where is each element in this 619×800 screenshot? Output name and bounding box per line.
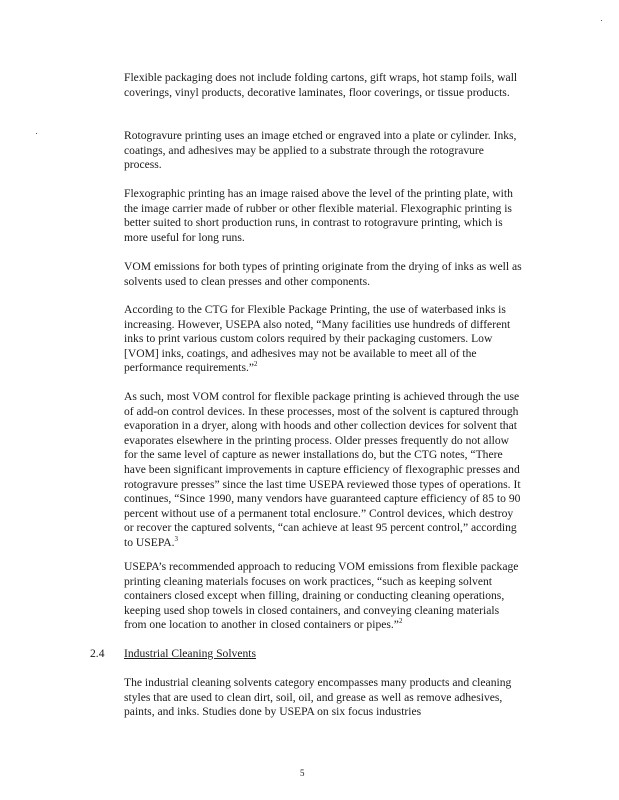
paragraph-rotogravure: Rotogravure printing uses an image etched or engraved into a plate or cylinder. Inks, coatings, and adhesives may be applied to a substrate through the rotogravure process.	[124, 129, 517, 172]
paragraph-flexible-packaging: Flexible packaging does not include folding cartons, gift wraps, hot stamp foils, wall coverings, vinyl products, decorative laminates, floor coverings, or tissue products.	[124, 71, 518, 99]
paragraph-ctg	[124, 303, 524, 376]
page-number: 5	[300, 768, 305, 778]
paragraph-industrial-cleaning: The industrial cleaning solvents category encompasses many products and cleaning styles that are used to clean dirt, soil, oil, and grease as well as remove adhesives, paints, and inks. Studies done by USEPA on six focus industries	[124, 676, 512, 719]
scan-speck	[36, 133, 37, 134]
paragraph-approach-text: USEPA’s recommended approach to reducing VOM emissions from flexible package printing cleaning materials focuses on work practices, “such as keeping solvent containers closed except when filling, draining or conducting cleaning operations, keeping used shop towels in closed containers, and conveying cleaning materials from one location to another in closed containers or pipes.”	[124, 560, 519, 632]
paragraph-control-text: As such, most VOM control for flexible package printing is achieved through the use of add-on control devices. In these processes, most of the solvent is captured through evaporation in a dryer, along with hoods and other collection devices for solvent that evaporates elsewhere in the printing process. Older presses frequently do not allow for the same level of capture as newer installations do, but the CTG notes, “There have been significant improvements in capture efficiency of flexographic presses and rotogravure presses” since the last time USEPA reviewed those types of operations. It continues, “Since 1990, many vendors have guaranteed capture efficiency of 85 to 90 percent without use of a permanent total enclosure.” Control devices, which destroy or recover the captured solvents, “can achieve at least 95 percent control,” according to USEPA.	[124, 390, 521, 549]
footnote-ref-2: 2	[254, 360, 258, 369]
paragraph-control-devices	[124, 390, 524, 551]
footnote-ref-3: 3	[174, 535, 178, 544]
section-title: Industrial Cleaning Solvents	[124, 647, 257, 660]
paragraph-ctg-text: According to the CTG for Flexible Package Printing, the use of waterbased inks is increasing. However, USEPA also noted, “Many facilities use hundreds of different inks to print various custom colors required by their packaging customers. Low [VOM] inks, coatings, and adhesives may not be available to meet all of the performance requirements.”	[124, 303, 511, 375]
scan-speck	[601, 20, 602, 21]
section-number: 2.4	[90, 647, 105, 660]
paragraph-vom-emissions: VOM emissions for both types of printing originate from the drying of inks as well as solvents used to clean presses and other components.	[124, 260, 522, 288]
paragraph-usepa-approach	[124, 560, 524, 633]
paragraph-flexographic: Flexographic printing has an image raised above the level of the printing plate, with the image carrier made of rubber or other flexible material. Flexographic printing is better suited to short production runs, in contrast to rotogravure printing, which is more useful for long runs.	[124, 187, 513, 244]
footnote-ref-2b: 2	[398, 617, 403, 626]
